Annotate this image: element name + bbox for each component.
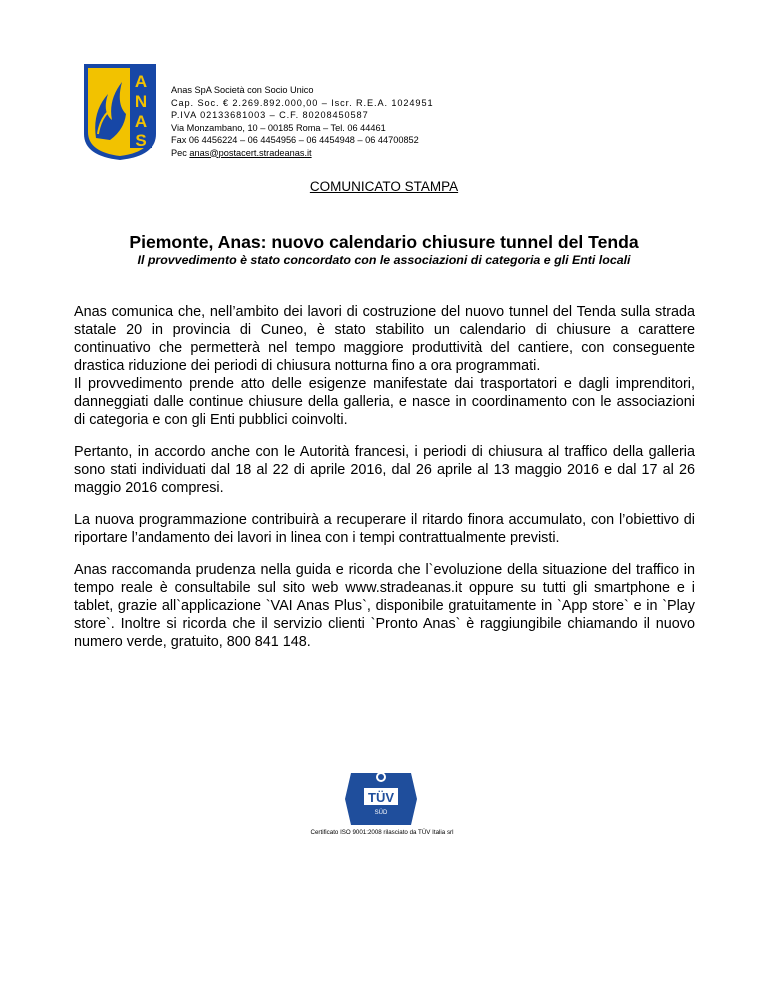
paragraph-intro: Anas comunica che, nell’ambito dei lavori di costruzione del nuovo tunnel del Tenda sulla strada statale 20 in provincia di Cuneo, è stato stabilito un calendario di chiusure a carattere continuativo che permetterà nel tempo maggiore produttività del cantiere, con conseguente drastica riduzione dei periodi di chiusura notturna fino a ora programmati. <box>74 304 695 374</box>
pec-email-link[interactable]: anas@postacert.stradeanas.it <box>189 147 312 158</box>
share-capital: Cap. Soc. € 2.269.892.000,00 – Iscr. R.E.A. 1024951 <box>171 97 434 108</box>
pec-line <box>171 147 433 160</box>
logo-letter-s: S <box>135 131 147 150</box>
fax-numbers: Fax 06 4456224 – 06 4454956 – 06 4454948 – 06 44700852 <box>171 135 419 145</box>
tuv-certification-icon <box>343 767 419 831</box>
logo-letter-a2: A <box>134 112 148 131</box>
paragraph-provision: Il provvedimento prende atto delle esigenze manifestate dai trasportatori e dagli imprenditori, danneggiati dalle continue chiusure della galleria, e nasce in coordinamento con le associazioni di categoria e con gli Enti pubblici coinvolti. <box>74 376 695 428</box>
press-release-body <box>74 303 695 651</box>
anas-logo <box>78 60 162 162</box>
company-name: Anas SpA Società con Socio Unico <box>171 85 314 95</box>
logo-letter-a: A <box>134 72 148 91</box>
paragraph-closure-dates: Pertanto, in accordo anche con le Autorità francesi, i periodi di chiusura al traffico della galleria sono stati individuati dal 18 al 22 di aprile 2016, dal 26 aprile al 13 maggio 2016 e dal 17 al 26 maggio 2016 compresi. <box>74 444 695 496</box>
subheadline: Il provvedimento è stato concordato con le associazioni di categoria e gli Enti locali <box>137 253 631 267</box>
letterhead <box>171 84 433 159</box>
pec-label: Pec <box>171 147 187 158</box>
certification-caption: Certificato ISO 9001:2008 rilasciato da TÜV Italia srl <box>310 829 454 836</box>
document-type: COMUNICATO STAMPA <box>309 179 459 194</box>
paragraph-schedule: La nuova programmazione contribuirà a recuperare il ritardo finora accumulato, con l’obiettivo di riportare l’andamento dei lavori in linea con i tempi contrattualmente previsti. <box>74 512 695 546</box>
tuv-badge-text: TÜV <box>368 790 394 805</box>
vat-number: P.IVA 02133681003 – C.F. 80208450587 <box>171 110 369 120</box>
paragraph-traffic-info: Anas raccomanda prudenza nella guida e ricorda che l`evoluzione della situazione del traffico in tempo reale è consultabile sul sito web www.stradeanas.it oppure su tutti gli smartphone e i tablet, grazie all`applicazione `VAI Anas Plus`, disponibile gratuitamente in `App store` e in `Play store`. Inoltre si ricorda che il servizio clienti `Pronto Anas` è raggiungibile chiamando il nuovo numero verde, gratuito, 800 841 148. <box>74 562 695 650</box>
logo-letter-n: N <box>134 92 148 111</box>
headline: Piemonte, Anas: nuovo calendario chiusure tunnel del Tenda <box>129 232 639 252</box>
address: Via Monzambano, 10 – 00185 Roma – Tel. 06 44461 <box>171 122 386 133</box>
tuv-badge-subtext: SÜD <box>374 810 388 816</box>
